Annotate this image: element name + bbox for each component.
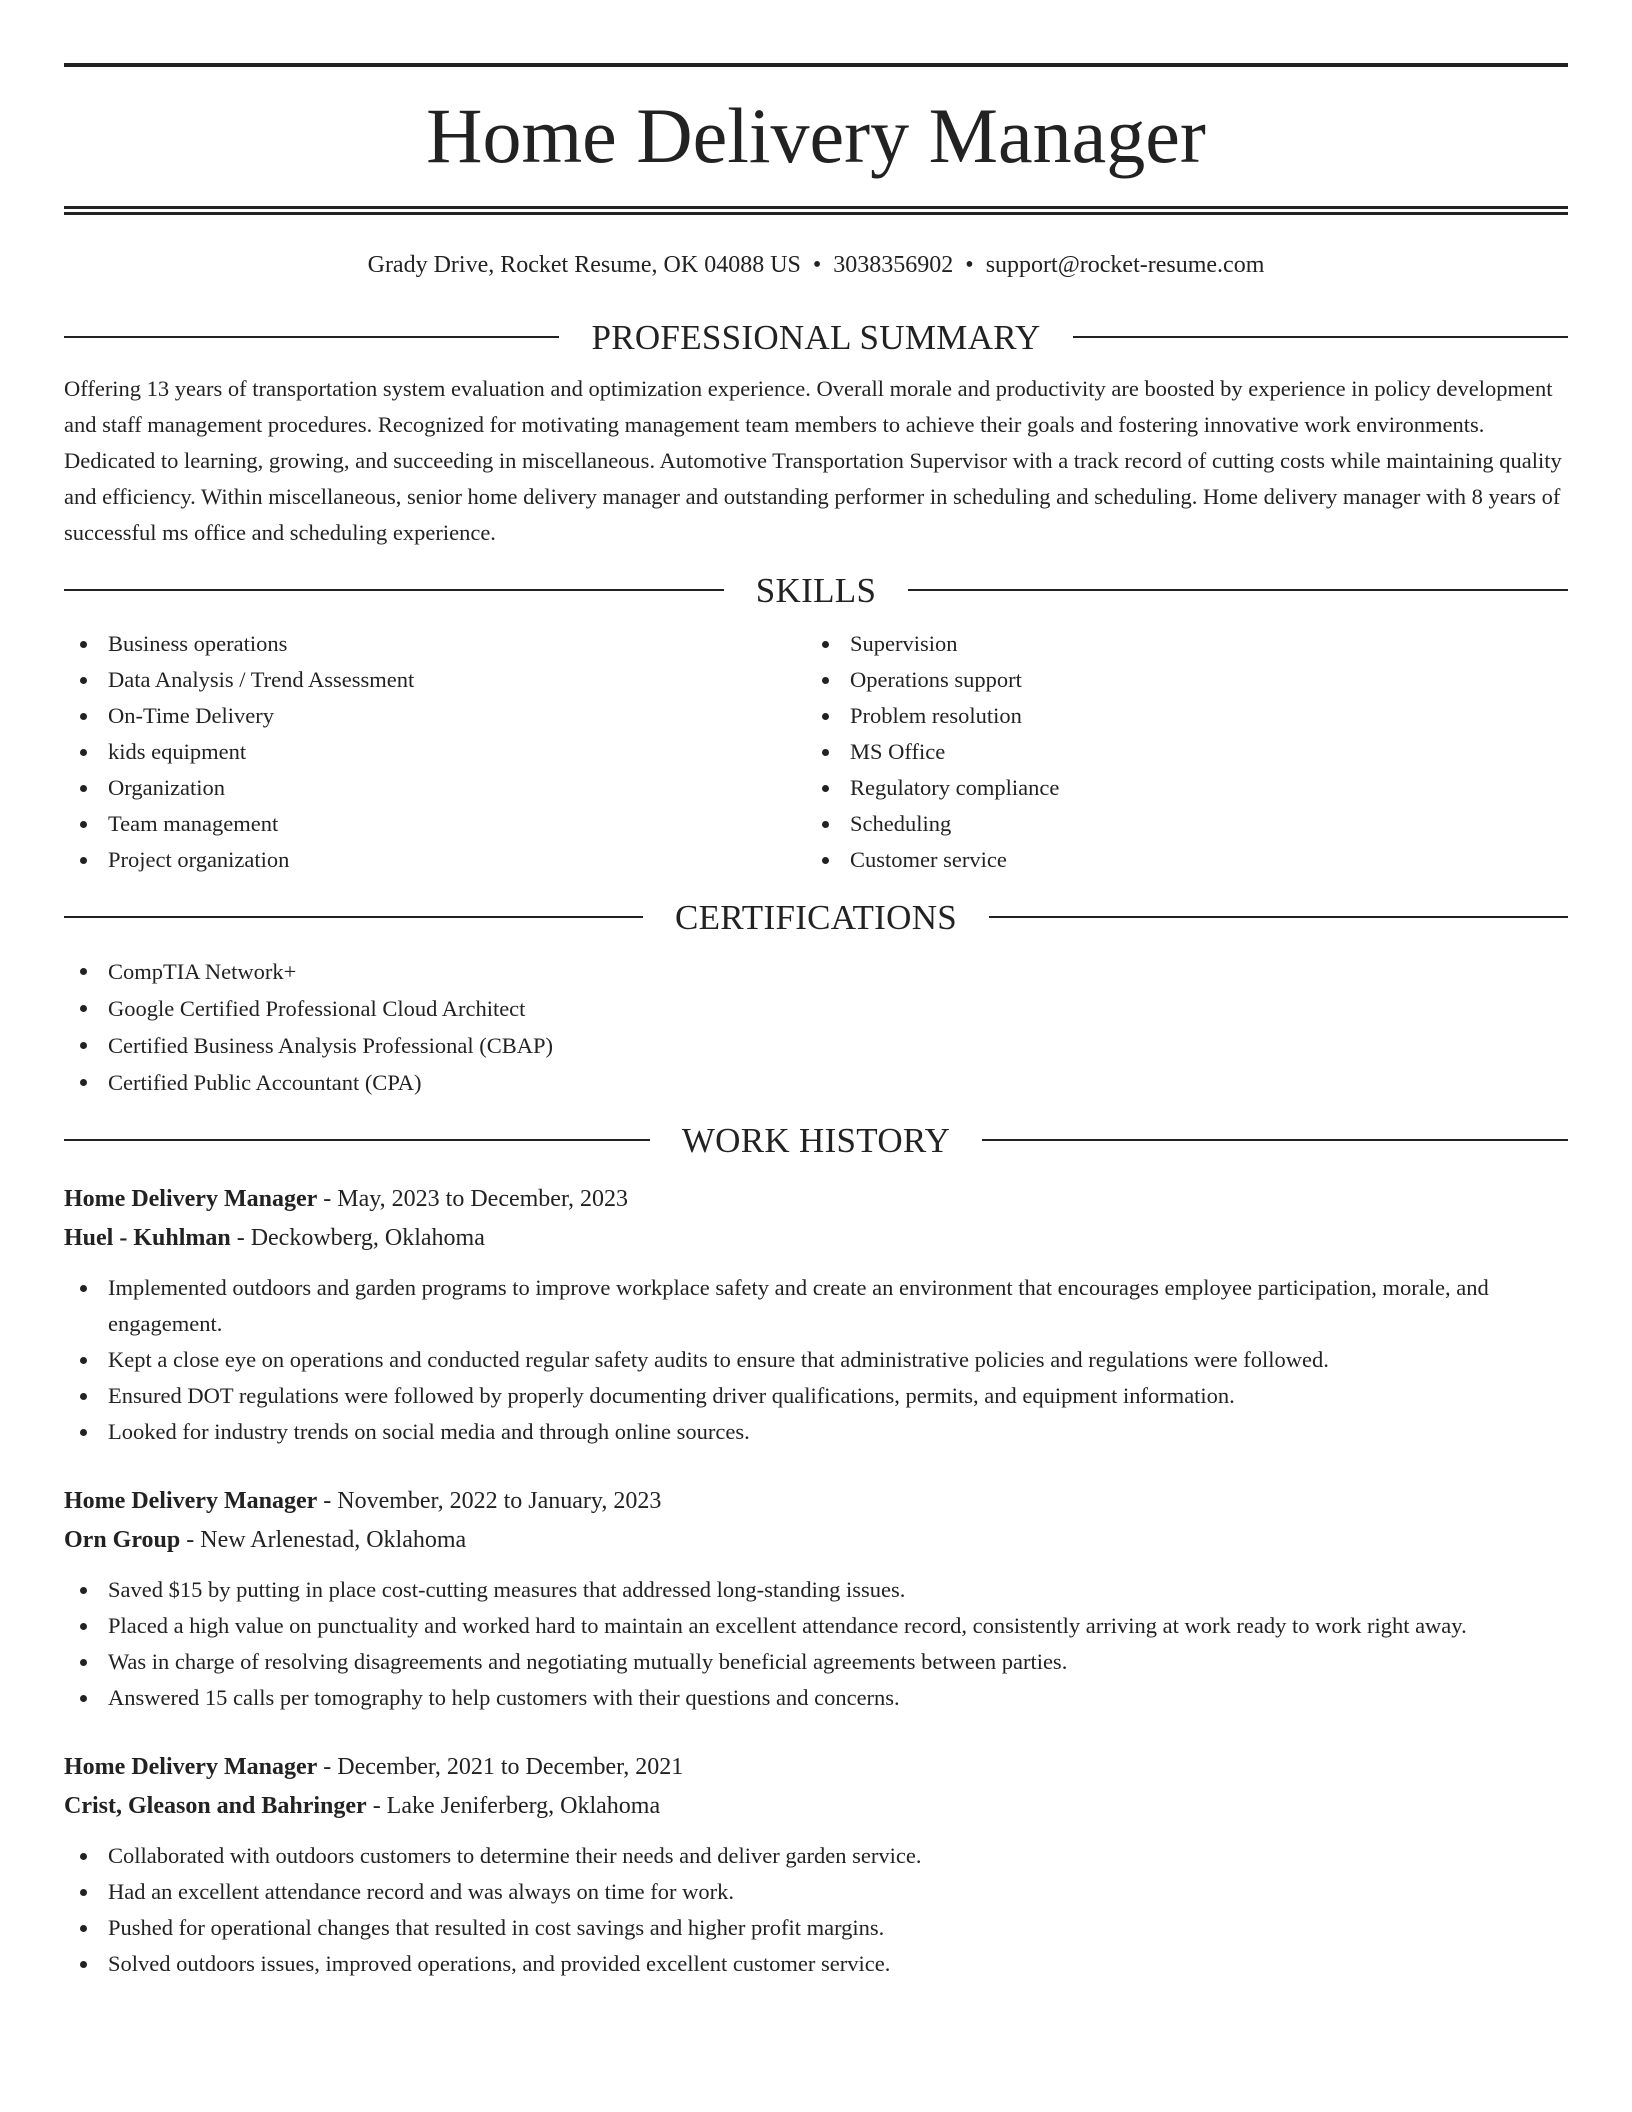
job-dates: - May, 2023 to December, 2023 bbox=[317, 1185, 628, 1212]
job-title-line bbox=[64, 1482, 1568, 1521]
divider bbox=[908, 589, 1568, 591]
job-role: Home Delivery Manager bbox=[64, 1487, 318, 1514]
skills-title: SKILLS bbox=[755, 570, 877, 610]
skills-column-right bbox=[806, 626, 1548, 878]
job-bullet: Had an excellent attendance record and was always on time for work. bbox=[64, 1874, 1568, 1910]
contact-separator: • bbox=[812, 252, 822, 278]
resume-name: Home Delivery Manager bbox=[426, 92, 1206, 179]
job-dates: - December, 2021 to December, 2021 bbox=[317, 1753, 684, 1780]
job-location: - New Arlenestad, Oklahoma bbox=[180, 1526, 467, 1553]
contact-separator: • bbox=[965, 252, 974, 278]
summary-text: Offering 13 years of transportation system evaluation and optimization experience. Overall morale and productivity are boosted by experience in policy development and staff management procedures. Recognized for motivating management team members to achieve their goals and fostering innovative work environments. Dedicated to learning, growing, and succeeding in miscellaneous. Automotive Transportation Supervisor with a track record of cutting costs while maintaining quality and efficiency. Within miscellaneous, senior home delivery manager and outstanding performer in scheduling and scheduling. Home delivery manager with 8 years of successful ms office and scheduling experience. bbox=[64, 375, 1562, 545]
job-dates: - November, 2022 to January, 2023 bbox=[317, 1487, 662, 1514]
skill-item: Supervision bbox=[806, 626, 1548, 662]
certification-item: CompTIA Network+ bbox=[64, 953, 1568, 990]
job-entry bbox=[64, 1748, 1568, 1982]
divider bbox=[989, 916, 1568, 918]
divider bbox=[64, 589, 724, 591]
job-location: - Deckowberg, Oklahoma bbox=[230, 1224, 485, 1251]
skill-item: Operations support bbox=[806, 662, 1548, 698]
certification-item: Certified Business Analysis Professional (CBAP) bbox=[64, 1027, 1568, 1064]
job-bullet: Collaborated with outdoors customers to determine their needs and deliver garden service. bbox=[64, 1838, 1568, 1874]
job-bullets bbox=[64, 1838, 1568, 1982]
job-company: Huel - Kuhlman bbox=[64, 1224, 231, 1251]
summary-heading bbox=[64, 317, 1568, 357]
job-title-line bbox=[64, 1180, 1568, 1219]
contact-address: Grady Drive, Rocket Resume, OK 04088 US bbox=[367, 252, 801, 278]
job-bullet: Placed a high value on punctuality and worked hard to maintain an excellent attendance record, consistently arriving at work ready to work right away. bbox=[64, 1608, 1568, 1644]
job-company: Orn Group bbox=[64, 1526, 181, 1553]
skills-column-left bbox=[64, 626, 806, 878]
skill-item: Team management bbox=[64, 806, 806, 842]
job-bullet: Solved outdoors issues, improved operations, and provided excellent customer service. bbox=[64, 1946, 1568, 1982]
divider bbox=[1073, 336, 1568, 338]
certification-item: Google Certified Professional Cloud Architect bbox=[64, 990, 1568, 1027]
job-bullet: Answered 15 calls per tomography to help customers with their questions and concerns. bbox=[64, 1680, 1568, 1716]
job-bullet: Pushed for operational changes that resulted in cost savings and higher profit margins. bbox=[64, 1910, 1568, 1946]
summary-title: PROFESSIONAL SUMMARY bbox=[591, 317, 1041, 357]
skills-list bbox=[64, 626, 1568, 878]
contact-line bbox=[64, 251, 1568, 280]
skill-item: MS Office bbox=[806, 734, 1548, 770]
job-entry bbox=[64, 1482, 1568, 1716]
job-bullet: Saved $15 by putting in place cost-cutting measures that addressed long-standing issues. bbox=[64, 1572, 1568, 1608]
skill-item: On-Time Delivery bbox=[64, 698, 806, 734]
contact-email[interactable]: support@rocket-resume.com bbox=[985, 252, 1265, 278]
skill-item: Regulatory compliance bbox=[806, 770, 1548, 806]
job-location: - Lake Jeniferberg, Oklahoma bbox=[366, 1792, 661, 1819]
divider bbox=[64, 1139, 650, 1141]
resume-page bbox=[64, 0, 1568, 1982]
job-bullet: Implemented outdoors and garden programs to improve workplace safety and create an environment that encourages employee participation, morale, and engagement. bbox=[64, 1270, 1568, 1342]
job-title-line bbox=[64, 1748, 1568, 1787]
job-role: Home Delivery Manager bbox=[64, 1185, 318, 1212]
divider bbox=[64, 916, 643, 918]
job-company-line bbox=[64, 1521, 1568, 1560]
job-bullets bbox=[64, 1270, 1568, 1450]
job-company-line bbox=[64, 1219, 1568, 1258]
divider bbox=[982, 1139, 1568, 1141]
skill-item: Problem resolution bbox=[806, 698, 1548, 734]
job-bullet: Ensured DOT regulations were followed by properly documenting driver qualifications, permits, and equipment information. bbox=[64, 1378, 1568, 1414]
work-history-heading bbox=[64, 1120, 1568, 1160]
skills-heading bbox=[64, 570, 1568, 610]
skill-item: Business operations bbox=[64, 626, 806, 662]
certification-item: Certified Public Accountant (CPA) bbox=[64, 1064, 1568, 1101]
job-bullet: Was in charge of resolving disagreements and negotiating mutually beneficial agreements between parties. bbox=[64, 1644, 1568, 1680]
skill-item: Organization bbox=[64, 770, 806, 806]
header-bottom-rule bbox=[64, 206, 1568, 215]
job-bullet: Looked for industry trends on social media and through online sources. bbox=[64, 1414, 1568, 1450]
certifications-title: CERTIFICATIONS bbox=[674, 897, 958, 937]
job-entry bbox=[64, 1180, 1568, 1450]
job-bullet: Kept a close eye on operations and conducted regular safety audits to ensure that administrative policies and regulations were followed. bbox=[64, 1342, 1568, 1378]
job-role: Home Delivery Manager bbox=[64, 1753, 318, 1780]
job-company-line bbox=[64, 1787, 1568, 1826]
contact-phone: 3038356902 bbox=[833, 252, 954, 278]
certifications-heading bbox=[64, 897, 1568, 937]
skill-item: Data Analysis / Trend Assessment bbox=[64, 662, 806, 698]
job-bullets bbox=[64, 1572, 1568, 1716]
work-history-title: WORK HISTORY bbox=[681, 1120, 951, 1160]
divider bbox=[64, 336, 559, 338]
job-company: Crist, Gleason and Bahringer bbox=[64, 1792, 367, 1819]
skill-item: Customer service bbox=[806, 842, 1548, 878]
certifications-list bbox=[64, 953, 1568, 1101]
skill-item: kids equipment bbox=[64, 734, 806, 770]
skill-item: Project organization bbox=[64, 842, 806, 878]
skill-item: Scheduling bbox=[806, 806, 1548, 842]
